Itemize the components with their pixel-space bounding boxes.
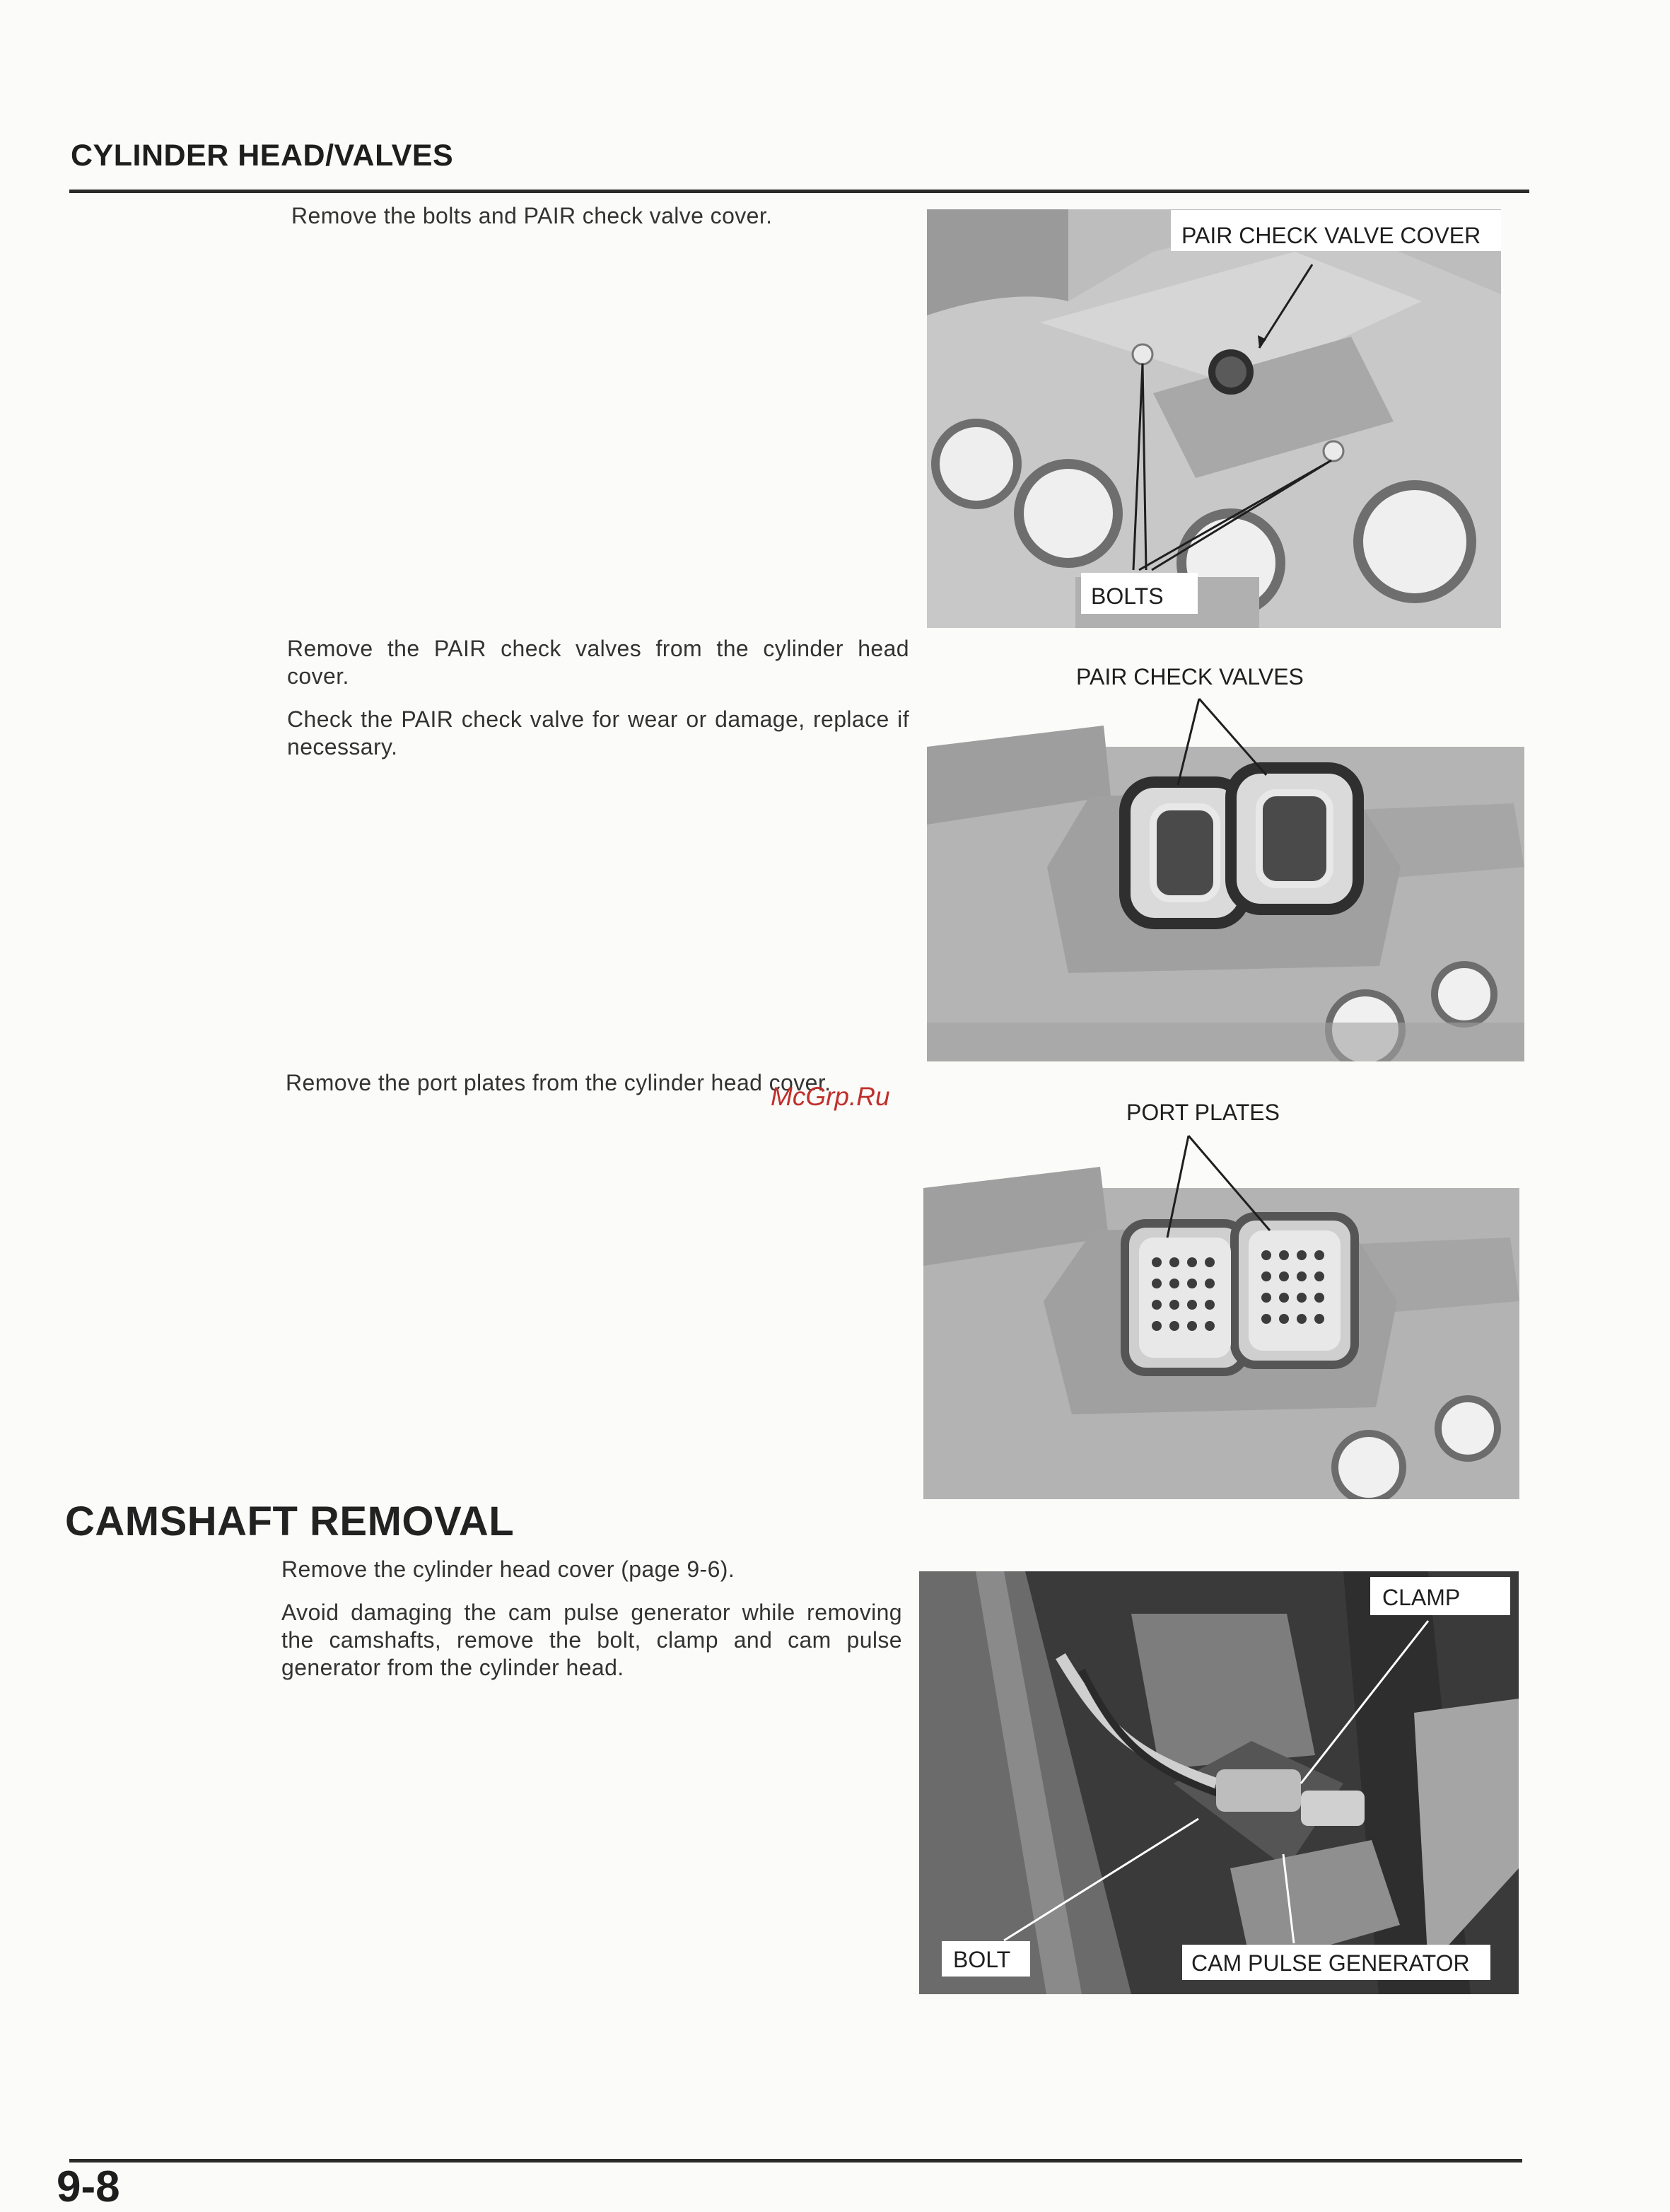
figure-port-plates [923,1089,1519,1499]
step2-paragraph-check: Check the PAIR check valve for wear or damage, replace if necessary. [287,706,909,759]
label-port-plates: PORT PLATES [1126,1100,1280,1125]
camshaft-removal-heading: CAMSHAFT REMOVAL [65,1498,515,1544]
figure-pair-check-valves [927,655,1524,1061]
step1-paragraph: Remove the bolts and PAIR check valve cover. [291,203,773,228]
page-number: 9-8 [57,2162,120,2211]
figure-pair-check-valve-cover [927,209,1501,628]
watermark: McGrp.Ru [771,1082,890,1111]
step2-paragraph-remove: Remove the PAIR check valves from the cylinder head cover. [287,636,909,689]
header-rule [69,190,1529,193]
label-pair-check-valves: PAIR CHECK VALVES [1076,664,1304,689]
camshaft-text [281,1556,902,1697]
figure-cam-pulse-generator [919,1571,1519,1994]
step3-paragraph: Remove the port plates from the cylinder head cover. [286,1070,831,1095]
label-bolts: BOLTS [1091,583,1164,609]
figure-3-illustration [923,1089,1519,1499]
camshaft-paragraph-cover: Remove the cylinder head cover (page 9-6). [281,1556,735,1582]
figure-4-illustration [919,1571,1519,1994]
label-clamp: CLAMP [1382,1585,1461,1610]
step2-text [287,635,909,776]
figure-2-illustration [927,655,1524,1061]
footer-rule [69,2159,1522,2162]
camshaft-paragraph-generator: Avoid damaging the cam pulse generator while removing the camshafts, remove the bolt, clamp and cam pulse generator from the cylinder head. [281,1600,902,1680]
label-bolt: BOLT [953,1947,1011,1972]
label-pair-check-valve-cover: PAIR CHECK VALVE COVER [1181,223,1481,248]
label-cam-pulse-generator: CAM PULSE GENERATOR [1191,1950,1470,1976]
step1-text [291,202,913,245]
section-title: CYLINDER HEAD/VALVES [71,139,454,173]
figure-1-illustration [927,209,1501,628]
